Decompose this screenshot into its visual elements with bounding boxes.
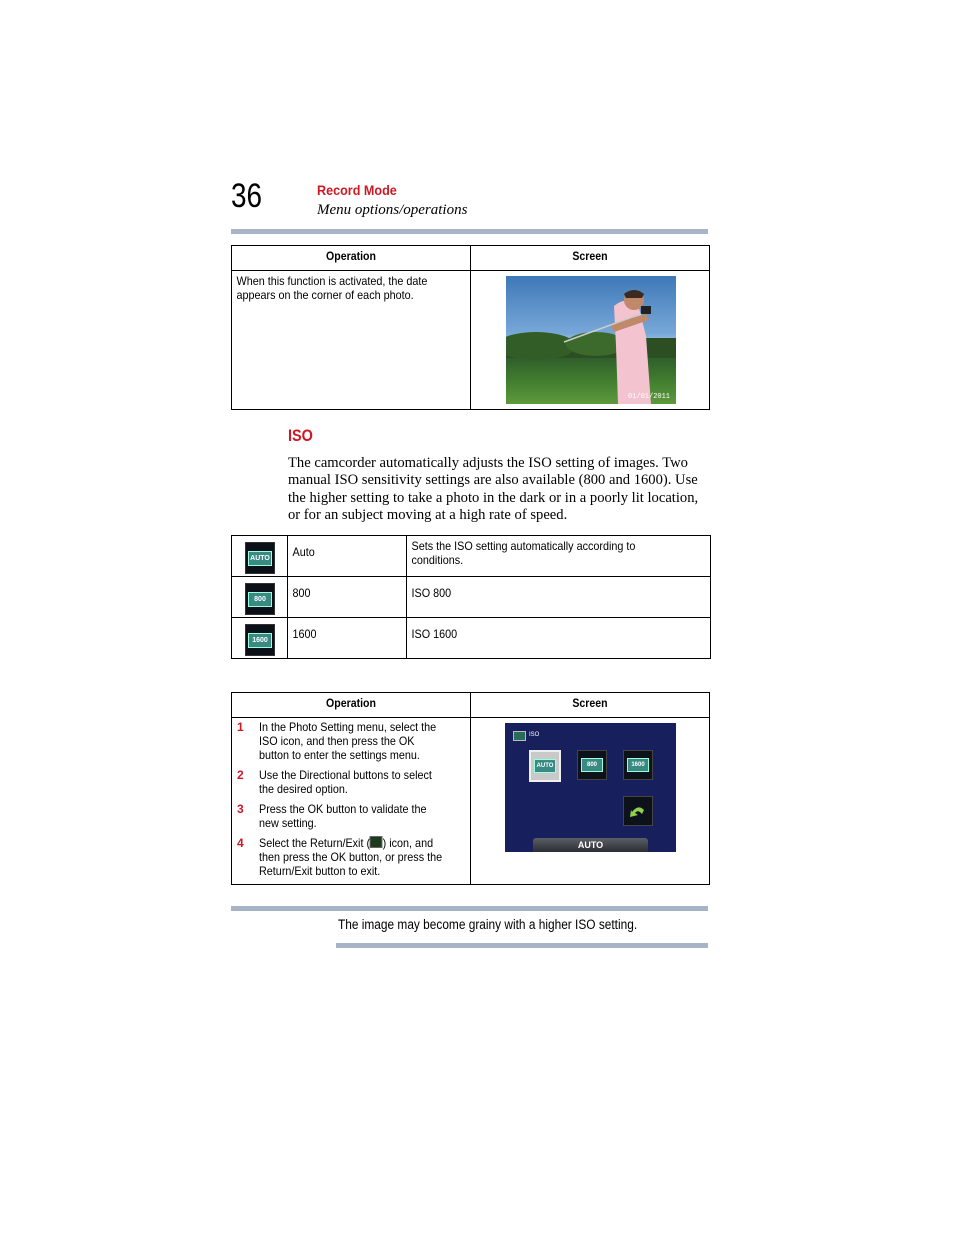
- iso-800-tile[interactable]: 800: [577, 750, 607, 780]
- golfer-photo: [506, 276, 676, 404]
- iso-description: The camcorder automatically adjusts the ISO setting of images. Two manual ISO sensitivity settings are also available (800 and 1600). Use the higher setting to take a photo in the dark or in a poorly lit location, or for an subject moving at a high rate of speed.: [288, 455, 699, 524]
- iso-option-name: Auto: [288, 536, 407, 577]
- selected-option-bar: AUTO: [533, 838, 648, 852]
- iso-option-description: ISO 1600: [407, 618, 711, 659]
- table-row: [232, 618, 711, 659]
- note-bottom-rule: [336, 943, 708, 948]
- section-title: Record Mode: [317, 182, 397, 198]
- header-rule: [231, 229, 708, 234]
- photo-date-stamp: 01/01/2011: [627, 393, 670, 401]
- iso-auto-tile[interactable]: AUTO: [529, 750, 561, 782]
- iso-setting-icon: [513, 731, 526, 741]
- note-text: The image may become grainy with a higher ISO setting.: [338, 917, 638, 932]
- section-subtitle: Menu options/operations: [317, 202, 468, 218]
- return-exit-icon: [370, 836, 383, 848]
- iso-heading: ISO: [288, 426, 313, 445]
- iso-800-icon-cell: [232, 577, 288, 618]
- iso-1600-tile[interactable]: 1600: [623, 750, 653, 780]
- return-exit-icon[interactable]: [623, 796, 653, 826]
- iso-1600-icon: 1600: [245, 624, 275, 656]
- header-operation: Operation: [232, 693, 471, 718]
- list-item: 2 Use the Directional buttons to select the desired option.: [237, 768, 432, 796]
- steps-cell: [232, 718, 471, 885]
- iso-800-icon: 800: [245, 583, 275, 615]
- iso-auto-icon: AUTO: [245, 542, 275, 574]
- iso-option-description: ISO 800: [407, 577, 711, 618]
- note-top-rule: [231, 906, 708, 911]
- iso-settings-screen: [505, 723, 676, 852]
- header-screen: Screen: [471, 246, 710, 271]
- iso-option-description: Sets the ISO setting automatically according to conditions.: [407, 536, 711, 577]
- header-operation: Operation: [232, 246, 471, 271]
- table-row: [232, 536, 711, 577]
- list-item: 3 Press the OK button to validate the new setting.: [237, 802, 427, 830]
- steps-list: [232, 718, 470, 878]
- iso-options-table: [231, 535, 711, 659]
- list-item: 4 Select the Return/Exit ( ) icon, and then press the OK button, or press the Return/Exit button to exit.: [237, 836, 443, 878]
- iso-auto-icon-cell: [232, 536, 288, 577]
- operation-cell: When this function is activated, the date appears on the corner of each photo.: [232, 271, 471, 410]
- iso-option-name: 1600: [288, 618, 407, 659]
- page-number: 36: [231, 177, 263, 215]
- iso-option-name: 800: [288, 577, 407, 618]
- table-row: [232, 577, 711, 618]
- iso-1600-icon-cell: [232, 618, 288, 659]
- header-screen: Screen: [471, 693, 710, 718]
- list-item: 1 In the Photo Setting menu, select the ISO icon, and then press the OK button to enter the settings menu.: [237, 720, 437, 762]
- screen-label: ISO: [529, 732, 540, 738]
